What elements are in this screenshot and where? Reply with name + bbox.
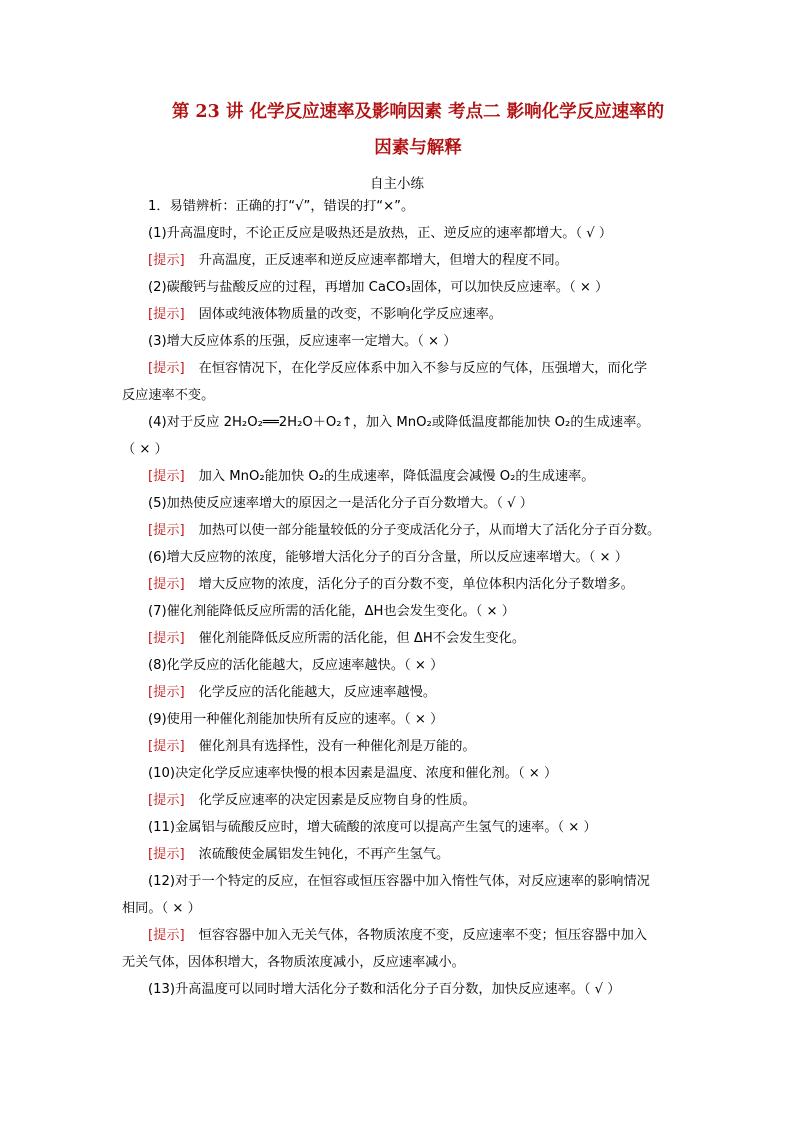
hint-1	[148, 252, 708, 270]
hint-label: [提示]	[148, 523, 185, 538]
hint-8	[148, 684, 708, 702]
hint-12-continued: 无关气体，因体积增大，各物质浓度减小，反应速率减小。	[122, 955, 465, 970]
hint-12	[148, 927, 708, 945]
question-4: (4)对于反应 2H₂O₂══2H₂O＋O₂↑，加入 MnO₂或降低温度都能加快 O₂的生成速率。	[148, 415, 650, 430]
question-8: (8)化学反应的活化能越大，反应速率越快。（ × ）	[148, 658, 444, 673]
hint-label: [提示]	[148, 847, 185, 862]
hint-text: 加热可以使一部分能量较低的分子变成活化分子，从而增大了活化分子百分数。	[198, 523, 661, 538]
hint-text: 固体或纯液体物质量的改变，不影响化学反应速率。	[198, 307, 502, 322]
hint-3	[148, 360, 708, 378]
page-title-continued: 因素与解释	[374, 138, 462, 158]
section-heading: 自主小练	[370, 176, 424, 192]
hint-label: [提示]	[148, 253, 185, 268]
hint-2	[148, 306, 708, 324]
hint-text: 催化剂具有选择性，没有一种催化剂是万能的。	[198, 739, 476, 754]
hint-label: [提示]	[148, 631, 185, 646]
hint-label: [提示]	[148, 793, 185, 808]
hint-text: 化学反应的活化能越大，反应速率越慢。	[198, 685, 437, 700]
question-5: (5)加热使反应速率增大的原因之一是活化分子百分数增大。（ √ ）	[148, 496, 533, 511]
hint-11	[148, 846, 708, 864]
hint-label: [提示]	[148, 685, 185, 700]
page-title: 第 23 讲 化学反应速率及影响因素 考点二 影响化学反应速率的	[171, 102, 665, 122]
question-9: (9)使用一种催化剂能加快所有反应的速率。（ × ）	[148, 712, 444, 727]
hint-label: [提示]	[148, 469, 185, 484]
hint-3-continued: 反应速率不变。	[122, 388, 215, 403]
hint-9	[148, 738, 708, 756]
hint-text: 恒容容器中加入无关气体，各物质浓度不变，反应速率不变；恒压容器中加入	[198, 928, 648, 943]
question-12: (12)对于一个特定的反应，在恒容或恒压容器中加入惰性气体，对反应速率的影响情况	[148, 874, 650, 889]
hint-7	[148, 630, 708, 648]
question-11: (11)金属铝与硫酸反应时，增大硫酸的浓度可以提高产生氢气的速率。（ × ）	[148, 820, 597, 835]
hint-text: 浓硫酸使金属铝发生钝化，不再产生氢气。	[198, 847, 450, 862]
hint-text: 升高温度，正反速率和逆反应速率都增大，但增大的程度不同。	[198, 253, 568, 268]
question-7: (7)催化剂能降低反应所需的活化能，ΔH也会发生变化。（ × ）	[148, 604, 515, 619]
hint-6	[148, 576, 708, 594]
hint-text: 增大反应物的浓度，活化分子的百分数不变，单位体积内活化分子数增多。	[198, 577, 634, 592]
question-1: (1)升高温度时，不论正反应是吸热还是放热，正、逆反应的速率都增大。（ √ ）	[148, 226, 613, 241]
hint-10	[148, 792, 708, 810]
hint-label: [提示]	[148, 361, 185, 376]
exercise-intro: 1．易错辨析：正确的打“√”，错误的打“×”。	[148, 199, 415, 214]
hint-4	[148, 468, 708, 486]
question-12-continued: 相同。（ × ）	[122, 901, 201, 916]
hint-label: [提示]	[148, 739, 185, 754]
hint-text: 化学反应速率的决定因素是反应物自身的性质。	[198, 793, 476, 808]
question-6: (6)增大反应物的浓度，能够增大活化分子的百分含量，所以反应速率增大。（ × ）	[148, 550, 628, 565]
hint-label: [提示]	[148, 307, 185, 322]
question-2: (2)碳酸钙与盐酸反应的过程，再增加 CaCO₃固体，可以加快反应速率。（ × ）	[148, 280, 609, 295]
question-3: (3)增大反应体系的压强，反应速率一定增大。（ × ）	[148, 334, 457, 349]
hint-label: [提示]	[148, 928, 185, 943]
question-10: (10)决定化学反应速率快慢的根本因素是温度、浓度和催化剂。（ × ）	[148, 766, 558, 781]
hint-text: 加入 MnO₂能加快 O₂的生成速率，降低温度会减慢 O₂的生成速率。	[198, 469, 595, 484]
question-13: (13)升高温度可以同时增大活化分子数和活化分子百分数，加快反应速率。（ √ ）	[148, 982, 621, 997]
hint-text: 催化剂能降低反应所需的活化能，但 ΔH不会发生变化。	[198, 631, 526, 646]
hint-5	[148, 522, 708, 540]
hint-text: 在恒容情况下，在化学反应体系中加入不参与反应的气体，压强增大，而化学	[198, 361, 648, 376]
hint-label: [提示]	[148, 577, 185, 592]
question-4-continued: （ × ）	[122, 442, 168, 457]
